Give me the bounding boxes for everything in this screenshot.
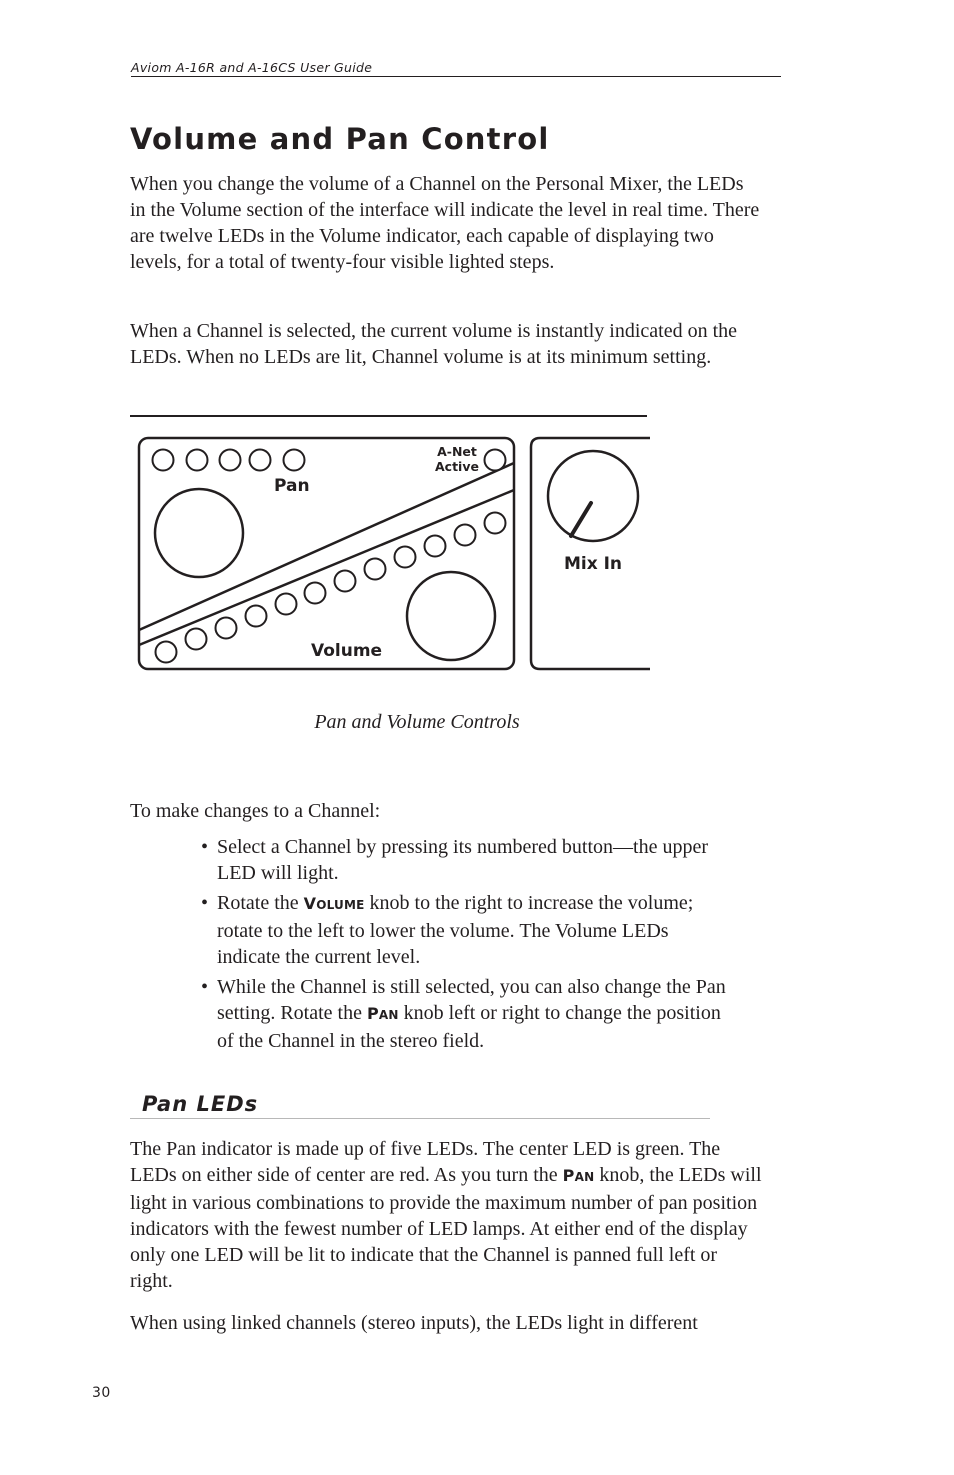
- section-title-pan-leds: Pan LEDs: [130, 1090, 710, 1119]
- bullet-icon: •: [201, 976, 209, 998]
- intro-paragraph: When you change the volume of a Channel on the Personal Mixer, the LEDs in the Volume section of the interface will indicate the level in real time. There are twelve LEDs in the Volume indicator, each capable of displaying two levels, for a total of twenty-four visible lighted steps.: [130, 173, 760, 273]
- volume-led-3: [216, 618, 237, 639]
- list-item: [201, 834, 731, 886]
- key-initial: V: [303, 894, 317, 913]
- pan-volume-diagram: [130, 430, 650, 676]
- volume-led-1: [156, 642, 177, 663]
- volume-led-4: [246, 606, 267, 627]
- pan-led-3: [220, 450, 241, 471]
- bullet-text-pre: While the Channel is still selected, you can also change the Pan setting. Rotate the: [217, 976, 726, 1024]
- running-header: Aviom A-16R and A-16CS User Guide: [131, 60, 781, 77]
- volume-led-2: [186, 629, 207, 650]
- volume-key-name: [304, 894, 365, 913]
- mix-in-label: Mix In: [563, 554, 623, 574]
- list-item: [201, 974, 731, 1054]
- paragraph-text-post: knob, the LEDs will light in various combinations to provide the maximum number of pan position indicators with the fewest number of LED lamps. At either end of the display only one LED will be lit to indicate that the Channel is panned full left or right.: [130, 1164, 762, 1292]
- instruction-list: [201, 834, 731, 1058]
- bullet-text-post: knob left or right to change the position of the Channel in the stereo field.: [217, 1002, 721, 1052]
- selection-paragraph: When a Channel is selected, the current volume is instantly indicated on the LEDs. When no LEDs are lit, Channel volume is at its minimum setting.: [130, 320, 738, 368]
- figure-rule: [130, 415, 647, 417]
- pan-led-4: [250, 450, 271, 471]
- volume-led-11: [455, 525, 476, 546]
- anet-active-led: [485, 450, 506, 471]
- list-item: [201, 890, 731, 970]
- volume-knob: [407, 572, 495, 660]
- bullet-text-pre: Rotate the: [217, 892, 304, 914]
- key-rest: OLUME: [316, 898, 365, 912]
- linked-channels-paragraph: When using linked channels (stereo inputs), the LEDs light in different: [130, 1312, 698, 1334]
- pan-key-name: [367, 1004, 399, 1023]
- key-initial: P: [366, 1004, 379, 1023]
- page-title: Volume and Pan Control: [130, 122, 550, 156]
- anet-label-line1: A-Net: [437, 444, 477, 459]
- bullet-icon: •: [201, 892, 209, 914]
- volume-led-5: [276, 594, 297, 615]
- key-rest: AN: [574, 1170, 595, 1184]
- paragraph-text-pre: The Pan indicator is made up of five LEDs. The center LED is green. The LEDs on either side of center are red. As you turn the: [130, 1138, 721, 1186]
- anet-label-line2: Active: [435, 459, 479, 474]
- pan-knob: [155, 489, 243, 577]
- bullet-text: Select a Channel by pressing its numbered button—the upper LED will light.: [217, 836, 709, 884]
- page-number: 30: [92, 1385, 111, 1401]
- pan-led-2: [187, 450, 208, 471]
- pan-leds-paragraph: [130, 1136, 762, 1294]
- volume-led-8: [365, 559, 386, 580]
- mix-in-knob: [548, 451, 638, 541]
- pan-led-1: [153, 450, 174, 471]
- key-rest: AN: [378, 1008, 399, 1022]
- pan-led-5: [284, 450, 305, 471]
- figure-caption: Pan and Volume Controls: [314, 711, 520, 733]
- volume-led-7: [335, 571, 356, 592]
- volume-label: Volume: [311, 641, 383, 661]
- volume-led-12: [485, 513, 506, 534]
- pan-label: Pan: [274, 476, 310, 496]
- volume-led-9: [395, 547, 416, 568]
- instructions-intro: To make changes to a Channel:: [130, 800, 381, 822]
- volume-led-6: [305, 583, 326, 604]
- key-initial: P: [562, 1166, 575, 1185]
- bullet-text-post: knob to the right to increase the volume; rotate to the left to lower the volume. The Volume LEDs indicate the current level.: [217, 892, 694, 968]
- pan-key-name: [563, 1166, 595, 1185]
- bullet-icon: •: [201, 836, 209, 858]
- volume-led-10: [425, 536, 446, 557]
